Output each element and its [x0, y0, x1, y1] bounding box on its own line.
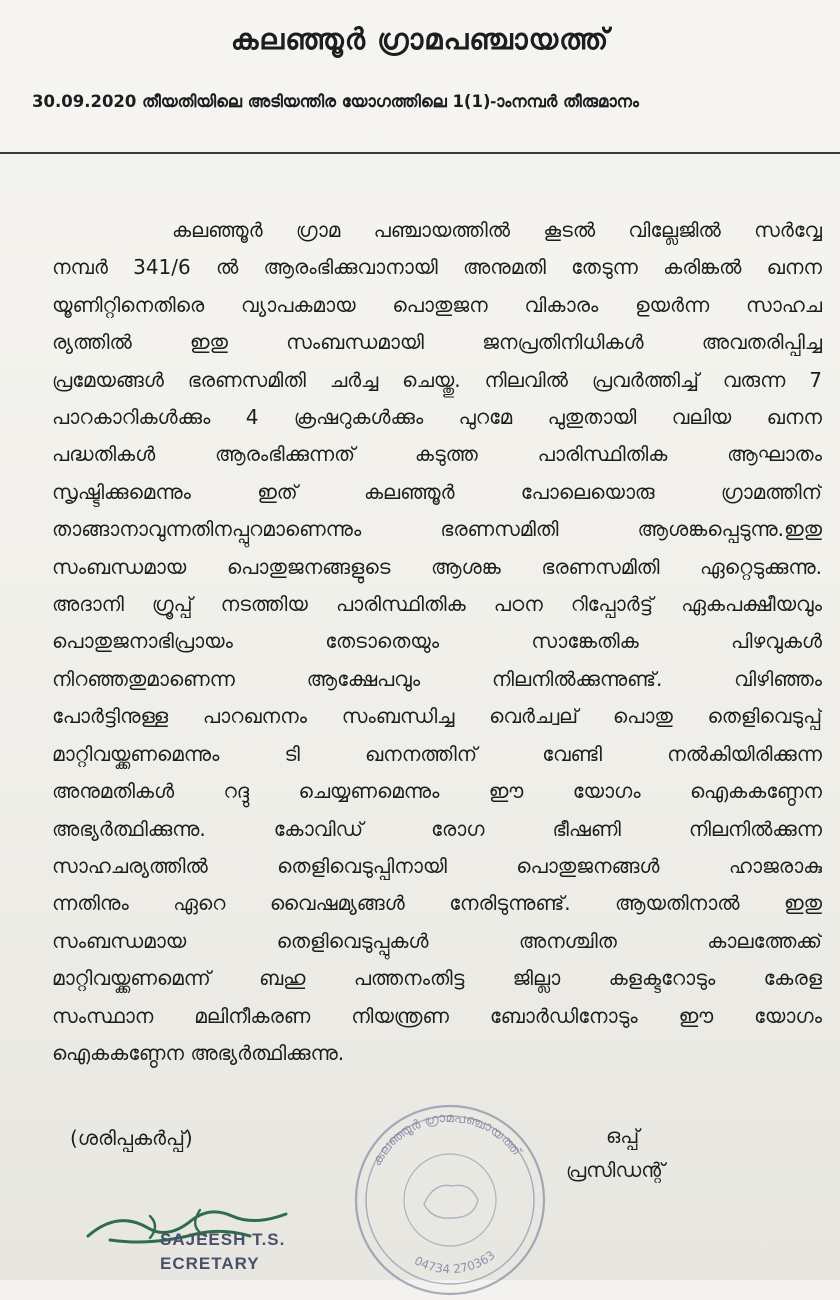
body-line: സംബന്ധമായ തെളിവെടുപ്പുകൾ അനശ്ചിത കാലത്തേക്ക് [52, 928, 822, 953]
seal-top-text: കലഞ്ഞൂർ ഗ്രാമപഞ്ചായത്ത് [369, 1110, 524, 1169]
body-line: സംബന്ധമായ പൊതുജനങ്ങളുടെ ആശങ്ക ഭരണസമിതി ഏറ്റെടുക്കുന്നു. [52, 554, 822, 579]
president-label: പ്രസിഡന്റ് [566, 1158, 665, 1182]
body-line: അദാനി ഗ്രൂപ്പ് നടത്തിയ പാരിസ്ഥിതിക പഠന റിപ്പോർട്ട് ഏകപക്ഷീയവും [52, 592, 822, 617]
signer-name: SAJEESH T.S. [160, 1230, 286, 1249]
resolution-body [52, 212, 822, 1072]
body-line: അഭ്യർത്ഥിക്കുന്നു. കോവിഡ് രോഗ ഭീഷണി നിലനിൽക്കുന്ന [52, 816, 822, 841]
body-line: ന്നതിനും ഏറെ വൈഷമ്യങ്ങൾ നേരിടുന്നുണ്ട്. ആയതിനാൽ ഇതു [52, 891, 822, 916]
body-line: മാറ്റിവയ്ക്കണമെന്ന് ബഹു പത്തനംതിട്ട ജില്ലാ കളക്ടറോടും കേരള [52, 966, 822, 991]
body-line: നിറഞ്ഞതുമാണെന്ന ആക്ഷേപവും നിലനിൽക്കുന്നുണ്ട്. വിഴിഞ്ഞം [52, 666, 822, 691]
body-line: പോർട്ടിനുള്ള പാറഖനനം സംബന്ധിച്ച വെർച്വല് പൊതു തെളിവെടുപ്പ് [52, 704, 822, 729]
body-line: പൊതുജനാഭിപ്രായം തേടാതെയും സാങ്കേതിക പിഴവുകൾ [52, 629, 822, 654]
body-line: സാഹചര്യത്തിൽ തെളിവെടുപ്പിനായി പൊതുജനങ്ങൾ ഹാജരാകു [52, 853, 822, 878]
body-line: അനുമതികൾ റദ്ദു ചെയ്യണമെന്നും ഈ യോഗം ഐകകണ്ഠേന [52, 779, 822, 804]
resolution-heading: 30.09.2020 തീയതിയിലെ അടിയന്തിര യോഗത്തിലെ 1(1)-ാംനമ്പർ തീരുമാനം [32, 92, 639, 111]
body-line: സൃഷ്ടിക്കുമെന്നും ഇത് കലഞ്ഞൂർ പോലെയൊരു ഗ്രാമത്തിന് [52, 479, 822, 504]
body-line: പ്രമേയങ്ങൾ ഭരണസമിതി ചർച്ച ചെയ്തു. നിലവിൽ പ്രവർത്തിച്ച് വരുന്ന 7 [52, 367, 822, 392]
sign-label: ഒപ്പ് [606, 1124, 640, 1148]
body-line: പദ്ധതികൾ ആരംഭിക്കുന്നത് കടുത്ത പാരിസ്ഥിതിക ആഘാതം [52, 442, 822, 467]
body-line: ഐകകണ്ഠേന അഭ്യർത്ഥിക്കുന്നു. [52, 1040, 345, 1065]
document-title: കലഞ്ഞൂർ ഗ്രാമപഞ്ചായത്ത് [230, 22, 610, 56]
seal-phone-text: 04734 270363 [411, 1247, 498, 1277]
signer-title: ECRETARY [160, 1254, 260, 1273]
true-copy-label: (ശരിപ്പകർപ്പ്) [70, 1126, 193, 1150]
panchayat-seal-stamp [340, 1100, 560, 1300]
body-line: യൂണിറ്റിനെതിരെ വ്യാപകമായ പൊതുജന വികാരം ഉയർന്ന സാഹച [52, 292, 822, 317]
body-line: പാറകാറികൾക്കും 4 ക്രഷറുകൾക്കും പുറമേ പുതുതായി വലിയ ഖനന [52, 405, 822, 430]
header-divider [0, 152, 840, 154]
body-line: സംസ്ഥാന മലിനീകരണ നിയന്ത്രണ ബോർഡിനോടും ഈ യോഗം [52, 1003, 822, 1028]
body-line: ര്യത്തിൽ ഇതു സംബന്ധമായി ജനപ്രതിനിധികൾ അവതരിപ്പിച്ച [52, 330, 822, 355]
svg-text:കലഞ്ഞൂർ ഗ്രാമപഞ്ചായത്ത് [370, 1111, 525, 1169]
body-line: കലഞ്ഞൂർ ഗ്രാമ പഞ്ചായത്തിൽ കൂടൽ വില്ലേജിൽ സർവ്വേ [172, 218, 822, 242]
body-line: നമ്പർ 341/6 ൽ ആരംഭിക്കുവാനായി അനുമതി തേടുന്ന കരിങ്കൽ ഖനന [52, 255, 822, 280]
body-line: താങ്ങാനാവുന്നതിനപ്പുറമാണെന്നും ഭരണസമിതി ആശങ്കപ്പെടുന്നു.ഇതു [52, 517, 822, 542]
body-line: മാറ്റിവയ്ക്കണമെന്നും ടി ഖനനത്തിന് വേണ്ടി നൽകിയിരിക്കുന്ന [52, 741, 822, 766]
svg-text:04734 270363 [412, 1248, 498, 1276]
